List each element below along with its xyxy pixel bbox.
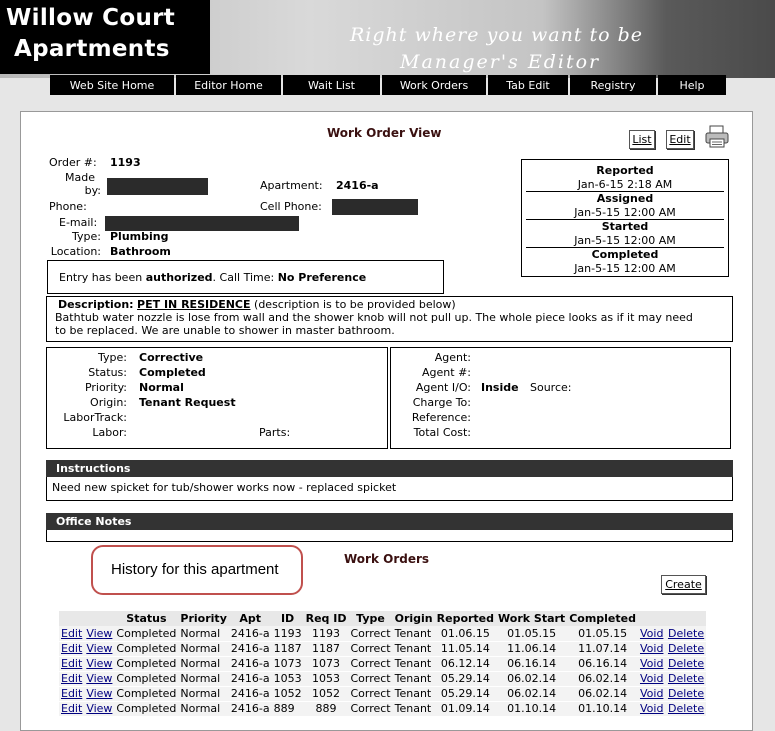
row-req-id: 1073 [304, 656, 349, 671]
row-completed: 06.02.14 [567, 671, 638, 686]
row-completed: 06.16.14 [567, 656, 638, 671]
detail-agent-label: Agent: [434, 351, 471, 364]
detail-type-label: Type: [98, 351, 127, 364]
row-origin: Tenant [393, 701, 435, 716]
row-completed: 01.10.14 [567, 701, 638, 716]
row-status: Completed [116, 687, 177, 700]
detail-status-value: Completed [139, 366, 206, 379]
order-number-label: Order #: [49, 156, 97, 169]
redacted-email [105, 216, 299, 231]
header-origin: Origin [394, 612, 433, 625]
logo-line-2: Apartments [14, 36, 170, 62]
apartment-value: 2416-a [336, 179, 379, 192]
row-completed: 11.07.14 [567, 641, 638, 656]
main-nav [50, 75, 730, 95]
tagline: Right where you want to be [350, 24, 644, 46]
location-value: Bathroom [110, 245, 171, 258]
made-by-label-1: Made [65, 171, 95, 184]
row-req-id: 1053 [304, 671, 349, 686]
description-note: (description is to be provided below) [250, 298, 456, 311]
row-reported: 05.29.14 [435, 671, 496, 686]
detail-reference-label: Reference: [411, 411, 471, 424]
row-id: 1073 [273, 657, 302, 670]
redacted-made-by [107, 178, 208, 195]
row-delete-link[interactable]: Delete [667, 672, 705, 685]
office-notes-header: Office Notes [46, 513, 733, 530]
row-type: Correct [350, 687, 391, 700]
work-orders-table [59, 611, 706, 717]
nav-help[interactable]: Help [658, 75, 726, 95]
row-view-link[interactable]: View [86, 642, 113, 655]
entry-status: authorized [145, 271, 213, 284]
phone-label: Phone: [49, 200, 87, 213]
row-completed: 06.02.14 [567, 686, 638, 701]
row-void-link[interactable]: Void [638, 671, 666, 686]
reported-value: Jan-6-15 2:18 AM [577, 178, 673, 191]
row-edit-link[interactable]: Edit [61, 702, 83, 715]
editor-subtitle: Manager's Editor [400, 51, 601, 73]
row-completed: 01.05.15 [567, 626, 638, 641]
row-work-start: 06.02.14 [496, 671, 567, 686]
detail-agent-io-label: Agent I/O: [415, 381, 471, 394]
description-heading [58, 298, 732, 311]
email-label: E-mail: [59, 216, 98, 229]
row-origin: Tenant [393, 641, 435, 656]
row-apt: 2416-a [230, 657, 270, 670]
details-left-box [46, 347, 388, 449]
row-void-link[interactable]: Void [638, 701, 666, 716]
row-status: Completed [116, 642, 177, 655]
row-work-start: 06.02.14 [496, 686, 567, 701]
detail-source-label: Source: [530, 381, 572, 394]
row-reported: 01.09.14 [435, 701, 496, 716]
header-completed: Completed [569, 612, 636, 625]
row-id: 1052 [273, 687, 302, 700]
list-button[interactable]: List [629, 130, 655, 149]
header-edit-col [59, 611, 84, 626]
row-req-id: 1187 [304, 641, 349, 656]
entry-mid: . Call Time: [212, 271, 278, 284]
description-line-1: Bathtub water nozzle is lose from wall and the shower knob will not pull up. The whole piece looks as if it may need [55, 311, 693, 324]
history-callout: History for this apartment [91, 545, 303, 595]
header-id: ID [272, 611, 304, 626]
edit-button[interactable]: Edit [666, 130, 694, 149]
row-edit-link[interactable]: Edit [61, 657, 83, 670]
nav-wait-list[interactable]: Wait List [283, 75, 380, 95]
table-row [59, 686, 706, 701]
header-void-col [638, 611, 666, 626]
status-timeline [521, 159, 729, 277]
detail-total-cost-label: Total Cost: [413, 426, 471, 439]
header-view-col [84, 611, 114, 626]
logo-line-1: Willow Court [6, 5, 176, 31]
detail-origin-label: Origin: [90, 396, 127, 409]
detail-labortrack-label: LaborTrack: [63, 411, 127, 424]
row-priority: Normal [178, 656, 228, 671]
row-type: Correct [350, 702, 391, 715]
row-req-id: 889 [304, 701, 349, 716]
row-delete-link[interactable]: Delete [667, 657, 705, 670]
row-id: 1187 [273, 642, 302, 655]
detail-agent-io-value: Inside [481, 381, 519, 394]
row-apt: 2416-a [230, 642, 270, 655]
row-type: Correct [350, 642, 391, 655]
row-edit-link[interactable]: Edit [61, 672, 83, 685]
entry-authorization-box [47, 260, 444, 294]
row-id: 1053 [273, 672, 302, 685]
site-logo[interactable] [0, 0, 210, 74]
header-reported: Reported [436, 612, 495, 625]
row-edit-link[interactable]: Edit [61, 642, 83, 655]
description-line-2: to be replaced. We are unable to shower in master bathroom. [55, 324, 395, 337]
row-origin: Tenant [393, 671, 435, 686]
row-apt: 2416-a [230, 687, 270, 700]
details-right-box [390, 347, 731, 449]
row-status: Completed [116, 626, 177, 640]
row-priority: Normal [178, 671, 228, 686]
header-delete-col [666, 611, 706, 626]
entry-prefix: Entry has been [59, 271, 146, 284]
order-number-value: 1193 [110, 156, 141, 169]
redacted-cell-phone [332, 199, 418, 215]
page-title: Work Order View [327, 126, 442, 140]
call-time-value: No Preference [277, 271, 367, 284]
row-view-link[interactable]: View [86, 626, 113, 640]
row-id: 1193 [273, 626, 302, 640]
header-work-start: Work Start [498, 612, 566, 625]
work-orders-title: Work Orders [344, 552, 430, 566]
nav-web-site-home[interactable]: Web Site Home [50, 75, 174, 95]
description-label: Description: [58, 298, 134, 311]
row-void-link[interactable]: Void [638, 641, 666, 656]
row-origin: Tenant [393, 626, 435, 641]
cell-phone-label: Cell Phone: [260, 200, 322, 213]
row-view-link[interactable]: View [86, 687, 113, 700]
row-type: Correct [350, 672, 391, 685]
printer-icon[interactable] [704, 125, 730, 149]
row-reported: 01.06.15 [435, 626, 496, 641]
detail-priority-label: Priority: [84, 381, 127, 394]
assigned-label: Assigned [596, 192, 654, 205]
row-status: Completed [116, 657, 177, 670]
nav-editor-home[interactable]: Editor Home [176, 75, 281, 95]
assigned-value: Jan-5-15 12:00 AM [574, 206, 676, 219]
row-edit-link[interactable]: Edit [61, 626, 83, 640]
instructions-text: Need new spicket for tub/shower works now - replaced spicket [46, 477, 733, 501]
row-req-id: 1193 [304, 626, 349, 641]
detail-labor-label: Labor: [92, 426, 127, 439]
row-priority: Normal [178, 701, 228, 716]
reported-label: Reported [596, 164, 654, 177]
row-work-start: 11.06.14 [496, 641, 567, 656]
detail-type-value: Corrective [139, 351, 204, 364]
started-label: Started [601, 220, 649, 233]
started-value: Jan-5-15 12:00 AM [574, 234, 676, 247]
made-by-label-2: by: [84, 184, 101, 197]
header-banner [0, 0, 775, 78]
row-apt: 2416-a [230, 702, 270, 715]
table-row [59, 641, 706, 656]
header-type: Type [348, 611, 392, 626]
row-req-id: 1052 [304, 686, 349, 701]
detail-parts-label: Parts: [259, 426, 291, 439]
completed-value: Jan-5-15 12:00 AM [574, 262, 676, 275]
row-id: 889 [272, 701, 304, 716]
table-row [59, 701, 706, 716]
header-priority: Priority [180, 612, 227, 625]
detail-origin-value: Tenant Request [139, 396, 236, 409]
row-apt: 2416-a [230, 626, 270, 640]
location-label: Location: [50, 245, 101, 258]
row-work-start: 01.05.15 [496, 626, 567, 641]
nav-registry[interactable]: Registry [570, 75, 656, 95]
header-status: Status [114, 611, 178, 626]
detail-priority-value: Normal [139, 381, 184, 394]
row-view-link[interactable]: View [86, 702, 113, 715]
instructions-header: Instructions [46, 460, 733, 477]
completed-label: Completed [591, 248, 659, 261]
row-origin: Tenant [393, 656, 435, 671]
row-delete-link[interactable]: Delete [667, 642, 705, 655]
description-box [46, 296, 733, 342]
apartment-label: Apartment: [260, 179, 323, 192]
row-view-link[interactable]: View [86, 672, 113, 685]
row-edit-link[interactable]: Edit [61, 687, 83, 700]
description-title: PET IN RESIDENCE [137, 298, 251, 311]
row-priority: Normal [178, 641, 228, 656]
row-reported: 05.29.14 [435, 686, 496, 701]
row-void-link[interactable]: Void [638, 686, 666, 701]
row-work-start: 06.16.14 [496, 656, 567, 671]
row-void-link[interactable]: Void [638, 656, 666, 671]
detail-agent-number-label: Agent #: [422, 366, 471, 379]
row-delete-link[interactable]: Delete [667, 626, 705, 640]
table-header-row [59, 611, 706, 626]
table-row [59, 656, 706, 671]
row-view-link[interactable]: View [86, 657, 113, 670]
row-type: Correct [350, 657, 391, 670]
row-delete-link[interactable]: Delete [667, 687, 705, 700]
header-apt: Apt [229, 611, 272, 626]
row-priority: Normal [178, 686, 228, 701]
create-button[interactable]: Create [661, 575, 706, 594]
row-type: Correct [350, 626, 391, 640]
row-work-start: 01.10.14 [496, 701, 567, 716]
row-reported: 06.12.14 [435, 656, 496, 671]
row-apt: 2416-a [230, 672, 270, 685]
office-notes-body [46, 530, 733, 542]
row-reported: 11.05.14 [435, 641, 496, 656]
row-status: Completed [116, 672, 177, 685]
header-req-id: Req ID [305, 612, 347, 625]
row-delete-link[interactable]: Delete [667, 702, 705, 715]
row-priority: Normal [178, 626, 228, 641]
row-origin: Tenant [393, 686, 435, 701]
detail-status-label: Status: [88, 366, 127, 379]
detail-charge-to-label: Charge To: [412, 396, 471, 409]
type-label: Type: [72, 230, 101, 243]
row-void-link[interactable]: Void [638, 626, 666, 641]
work-order-panel [20, 111, 753, 731]
row-status: Completed [116, 702, 177, 715]
table-row [59, 671, 706, 686]
nav-work-orders[interactable]: Work Orders [382, 75, 486, 95]
table-row [59, 626, 706, 641]
type-value: Plumbing [110, 230, 169, 243]
nav-tab-edit[interactable]: Tab Edit [488, 75, 568, 95]
